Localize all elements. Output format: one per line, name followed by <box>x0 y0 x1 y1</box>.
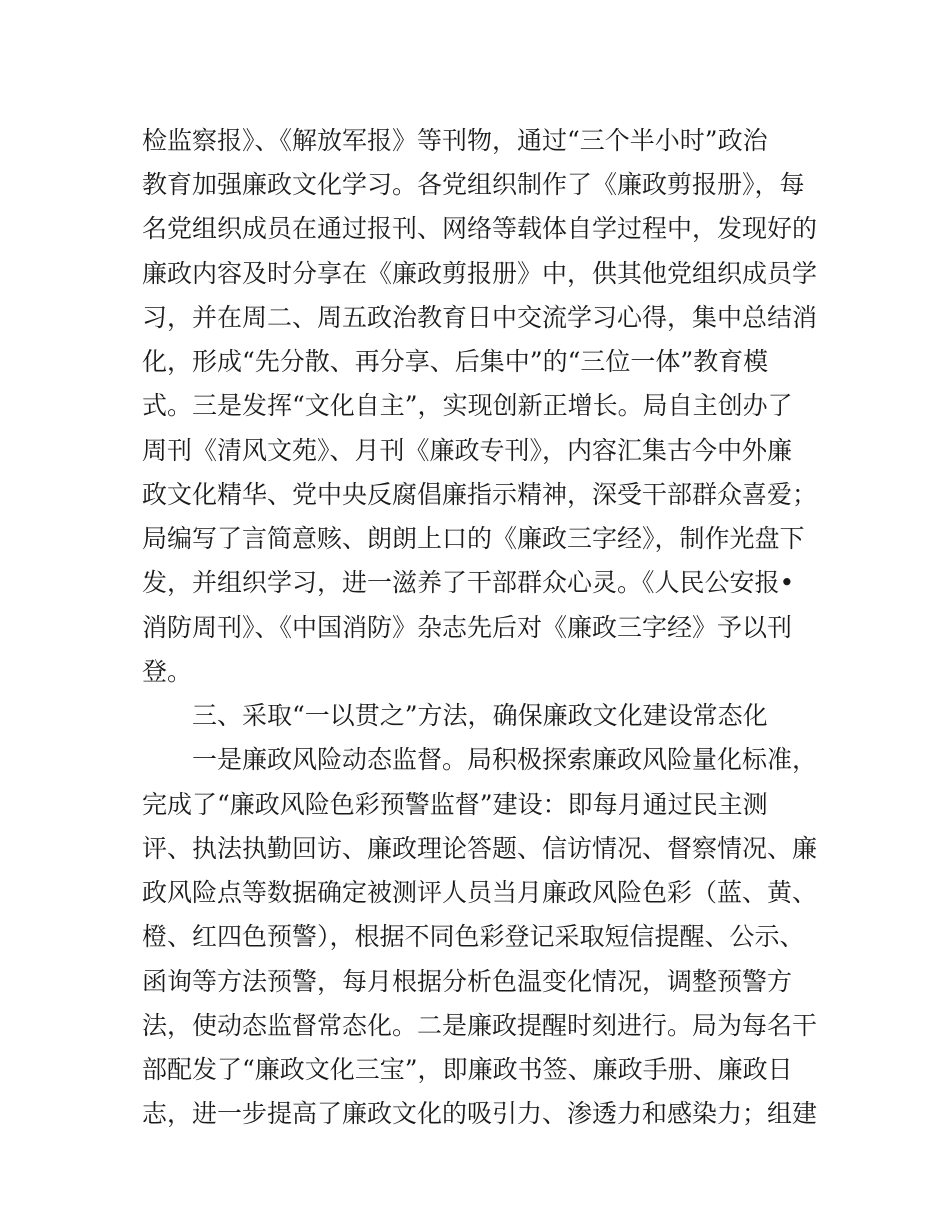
text-line: 习，并在周二、周五政治教育日中交流学习心得，集中总结消 <box>142 303 818 332</box>
text-line: 名党组织成员在通过报刊、网络等载体自学过程中，发现好的 <box>142 214 818 243</box>
text-line: 函询等方法预警，每月根据分析色温变化情况，调整预警方 <box>142 967 793 996</box>
text-line: 政风险点等数据确定被测评人员当月廉政风险色彩（蓝、黄、 <box>142 878 818 907</box>
text-line: 完成了“廉政风险色彩预警监督”建设：即每月通过民主测 <box>142 790 768 819</box>
text-line: 局编写了言简意赅、朗朗上口的《廉政三字经》，制作光盘下 <box>142 524 805 553</box>
text-line: 部配发了“廉政文化三宝”，即廉政书签、廉政手册、廉政日 <box>142 1055 793 1084</box>
text-line: 登。 <box>142 657 193 686</box>
text-line: 化，形成“先分散、再分享、后集中”的“三位一体”教育模 <box>142 347 769 376</box>
text-line: 教育加强廉政文化学习。各党组织制作了《廉政剪报册》，每 <box>142 170 805 199</box>
text-line: 式。三是发挥“文化自主”，实现创新正增长。局自主创办了 <box>142 391 793 420</box>
text-line: 橙、红四色预警），根据不同色彩登记采取短信提醒、公示、 <box>142 922 805 951</box>
section-heading: 三、采取“一以贯之”方法，确保廉政文化建设常态化 <box>192 701 768 730</box>
text-line: 政文化精华、党中央反腐倡廉指示精神，深受干部群众喜爱； <box>142 480 818 509</box>
text-line: 法，使动态监督常态化。二是廉政提醒时刻进行。局为每名干 <box>142 1011 818 1040</box>
text-line: 发，并组织学习，进一滋养了干部群众心灵。《人民公安报• <box>142 568 795 597</box>
text-line: 周刊《清风文苑》、月刊《廉政专刊》，内容汇集古今中外廉 <box>142 436 793 465</box>
text-line: 志，进一步提高了廉政文化的吸引力、渗透力和感染力；组建 <box>142 1099 818 1128</box>
text-line: 消防周刊》、《中国消防》杂志先后对《廉政三字经》予以刊 <box>142 613 793 642</box>
text-line: 廉政内容及时分享在《廉政剪报册》中，供其他党组织成员学 <box>142 259 818 288</box>
text-line: 评、执法执勤回访、廉政理论答题、信访情况、督察情况、廉 <box>142 834 818 863</box>
text-line: 检监察报》、《解放军报》等刊物，通过“三个半小时”政治 <box>142 126 768 155</box>
paragraph-start-line: 一是廉政风险动态监督。局积极探索廉政风险量化标准， <box>192 745 818 774</box>
